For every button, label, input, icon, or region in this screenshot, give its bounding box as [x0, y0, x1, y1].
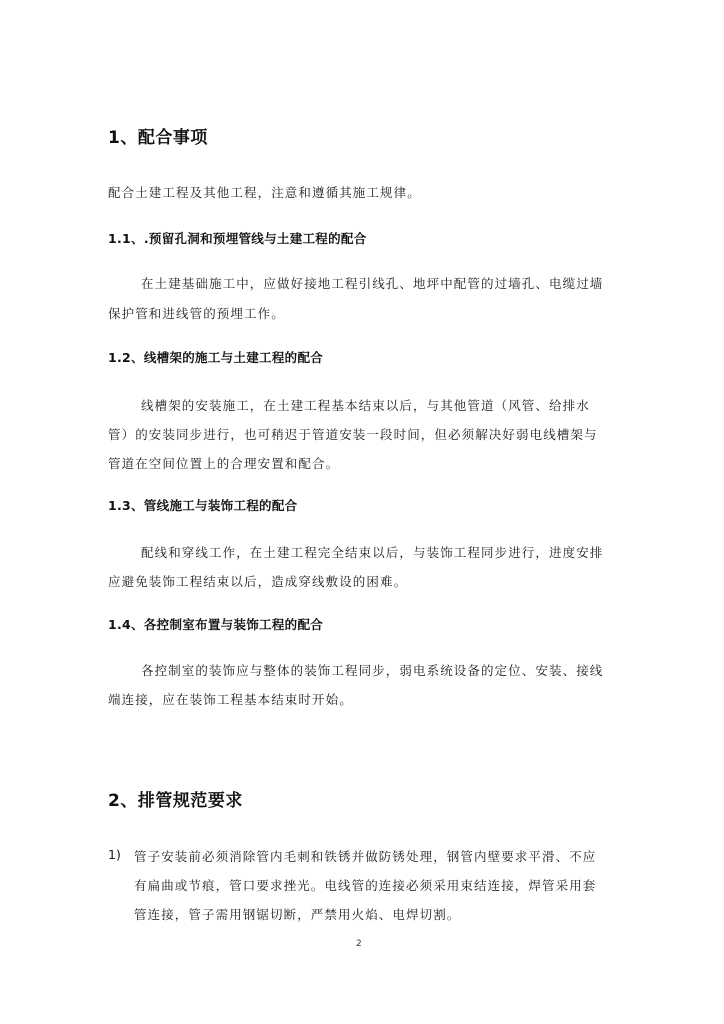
- section-1-intro: 配合土建工程及其他工程，注意和遵循其施工规律。: [108, 185, 421, 200]
- paragraph-line: 线槽架的安装施工，在土建工程基本结束以后，与其他管道（风管、给排水: [141, 398, 590, 413]
- paragraph-line: 管）的安装同步进行，也可稍迟于管道安装一段时间，但必须解决好弱电线槽架与: [108, 427, 598, 442]
- page-number: 2: [356, 939, 362, 949]
- list-item-line: 管连接，管子需用钢锯切断，严禁用火焰、电焊切割。: [134, 907, 461, 922]
- subsection-1-4-heading: 1.4、各控制室布置与装饰工程的配合: [108, 617, 324, 632]
- paragraph-line: 配线和穿线工作，在土建工程完全结束以后，与装饰工程同步进行，进度安排: [141, 545, 604, 560]
- paragraph-line: 在土建基础施工中，应做好接地工程引线孔、地坪中配管的过墙孔、电缆过墙: [141, 276, 604, 291]
- subsection-1-1-heading: 1.1、.预留孔洞和预埋管线与土建工程的配合: [108, 231, 367, 246]
- paragraph-line: 应避免装饰工程结束以后，造成穿线敷设的困难。: [108, 574, 408, 589]
- subsection-1-2-heading: 1.2、线槽架的施工与土建工程的配合: [108, 350, 324, 365]
- paragraph-line: 保护管和进线管的预埋工作。: [108, 306, 285, 321]
- list-item-number: 1): [108, 847, 121, 862]
- list-item-line: 有扁曲或节痕，管口要求挫光。电线管的连接必须采用束结连接，焊管采用套: [134, 878, 597, 893]
- section-1-heading: 1、配合事项: [108, 128, 208, 148]
- subsection-1-3-heading: 1.3、管线施工与装饰工程的配合: [108, 498, 298, 513]
- paragraph-line: 各控制室的装饰应与整体的装饰工程同步，弱电系统设备的定位、安装、接线: [141, 663, 604, 678]
- section-2-heading: 2、排管规范要求: [108, 791, 243, 811]
- paragraph-line: 管道在空间位置上的合理安置和配合。: [108, 456, 340, 471]
- paragraph-line: 端连接，应在装饰工程基本结束时开始。: [108, 692, 353, 707]
- list-item-line: 管子安装前必须消除管内毛刺和铁锈并做防锈处理，钢管内壁要求平滑、不应: [134, 849, 597, 864]
